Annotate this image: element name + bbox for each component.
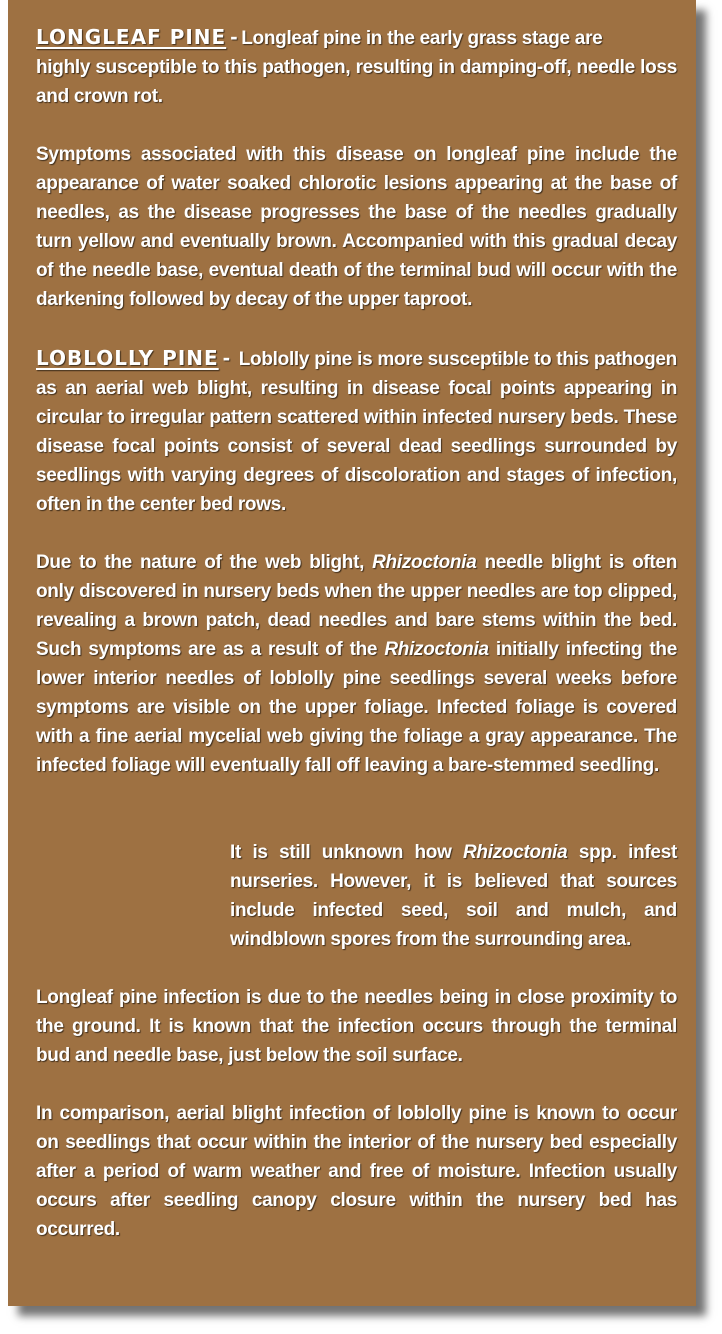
sources-paragraph: [230, 838, 677, 954]
sources-text-b: spp. infest nurseries. However, it is believed that sources include infected seed, soil and mulch, and windblown spores from the surrounding area.: [230, 842, 677, 950]
longleaf-symptoms: Symptoms associated with this disease on longleaf pine include the appearance of water soaked chlorotic lesions appearing at the base of needles, as the disease progresses the base of the needles gradually turn yellow and eventually brown. Accompanied with this gradual decay of the needle base, eventual death of the terminal bud will occur with the darkening followed by decay of the upper taproot.: [36, 144, 677, 310]
info-panel: [8, 0, 696, 1306]
longleaf-dash: -: [230, 24, 238, 49]
sources-text-a: It is still unknown how: [230, 842, 452, 863]
longleaf-infection-paragraph: Longleaf pine infection is due to the needles being in close proximity to the ground. It is known that the infection occurs through the terminal bud and needle base, just below the soil surface.: [36, 987, 677, 1066]
blight-text-c: initially infecting the lower interior needles of loblolly pine seedlings several weeks before symptoms are visible on the upper foliage. Infected foliage is covered with a fine aerial mycelial web giving the foliage a gray appearance. The infected foliage will eventually fall off leaving a bare-stemmed seedling.: [36, 639, 677, 776]
web-blight-paragraph: [36, 548, 677, 780]
blight-text-b: needle blight is often only discovered in nursery beds when the upper needles are top clipped, revealing a brown patch, dead needles and bare stems within the bed. Such symptoms are as a result of the: [36, 552, 678, 660]
panel-content: [36, 22, 677, 1244]
comparison-paragraph: In comparison, aerial blight infection of loblolly pine is known to occur on seedlings that occur within the interior of the nursery bed especially after a period of warm weather and free of moisture. Infection usually occurs after seedling canopy closure within the nursery bed has occurred.: [36, 1103, 677, 1240]
loblolly-dash: -: [222, 345, 230, 370]
rhizoctonia-term-1: Rhizoctonia: [372, 552, 477, 573]
longleaf-intro-a: Longleaf pine in the early grass stage are: [241, 28, 603, 49]
loblolly-intro-paragraph: [36, 343, 677, 519]
rhizoctonia-term-3: Rhizoctonia: [463, 842, 568, 863]
loblolly-intro: Loblolly pine is more susceptible to this pathogen as an aerial web blight, resulting in disease focal points appearing in circular to irregular pattern scattered within infected nursery beds. These disease focal points consist of several dead seedlings surrounded by seedlings with varying degrees of discoloration and stages of infection, often in the center bed rows.: [36, 349, 677, 515]
loblolly-heading: LOBLOLLY PINE: [36, 346, 219, 370]
longleaf-intro-rest: highly susceptible to this pathogen, resulting in damping-off, needle loss and crown rot.: [36, 57, 677, 107]
longleaf-intro-first: [36, 22, 677, 53]
blight-text-a: Due to the nature of the web blight,: [36, 552, 365, 573]
rhizoctonia-term-2: Rhizoctonia: [384, 639, 489, 660]
longleaf-heading: LONGLEAF PINE: [36, 25, 227, 49]
